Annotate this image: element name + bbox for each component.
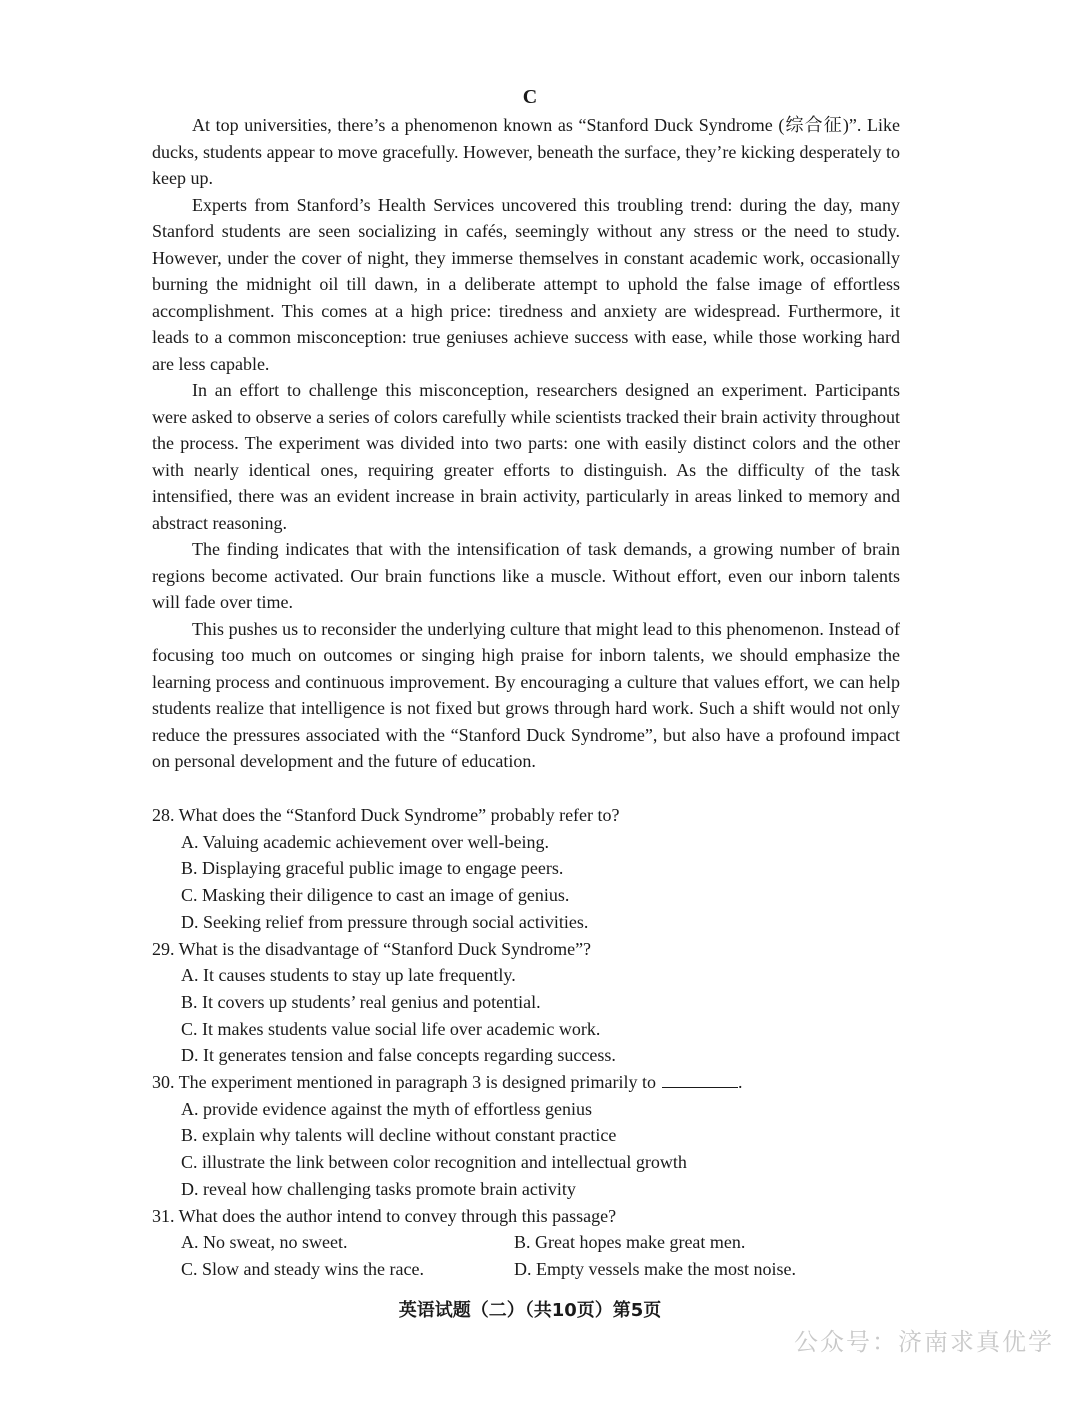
options-row-2 [181, 1256, 900, 1283]
option-d: D. It generates tension and false concepts regarding success. [181, 1045, 616, 1066]
option-a: A. It causes students to stay up late frequently. [181, 965, 516, 986]
option-d: D. reveal how challenging tasks promote brain activity [181, 1178, 576, 1199]
page-footer: 英语试题（二）（共10页）第5页 [398, 1300, 662, 1321]
options-row-1 [181, 1229, 900, 1256]
question-31 [152, 1203, 900, 1283]
question-list [152, 802, 900, 1283]
reading-passage [152, 112, 900, 775]
passage-paragraph-4: The finding indicates that with the intensification of task demands, a growing number of brain regions become activated. Our brain functions like a muscle. Without effort, even our inborn talents will fade over time. [152, 539, 900, 612]
watermark: 公众号：济南求真优学 [794, 1328, 1054, 1356]
passage-paragraph-5: This pushes us to reconsider the underlying culture that might lead to this phenomenon. Instead of focusing too much on outcomes or singing high praise for inborn talents, we should emphasize the learning process and continuous improvement. By encouraging a culture that values effort, we can help students realize that intelligence is not fixed but grows through hard work. Such a shift would not only reduce the pressures associated with the “Stanford Duck Syndrome”, but also have a profound impact on personal development and the future of education. [152, 618, 900, 771]
option-c: C. Slow and steady wins the race. [181, 1258, 424, 1279]
question-stem [152, 1069, 900, 1096]
question-30 [152, 1069, 900, 1203]
question-stem-text: 30. The experiment mentioned in paragraph 3 is designed primarily to [152, 1072, 657, 1093]
option-b: B. explain why talents will decline without constant practice [181, 1125, 617, 1146]
passage-paragraph-1: At top universities, there’s a phenomenon known as “Stanford Duck Syndrome (综合征)”. Like ducks, students appear to move gracefully. However, beneath the surface, they’re kicking desperately to keep up. [152, 115, 900, 188]
option-b: B. It covers up students’ real genius and potential. [181, 991, 541, 1012]
question-stem-end: . [738, 1072, 743, 1093]
question-29 [152, 936, 900, 1070]
option-c: C. illustrate the link between color recognition and intellectual growth [181, 1152, 687, 1173]
passage-paragraph-2: Experts from Stanford’s Health Services uncovered this troubling trend: during the day, many Stanford students are seen socializing in cafés, seemingly without any stress or the need to study. However, under the cover of night, they immerse themselves in constant academic work, occasionally burning the midnight oil till dawn, in a deliberate attempt to uphold the false image of effortless accomplishment. This comes at a high price: tiredness and anxiety are widespread. Furthermore, it leads to a common misconception: true geniuses achieve success with ease, while those working hard are less capable. [152, 194, 900, 374]
option-b: B. Displaying graceful public image to engage peers. [181, 858, 564, 879]
option-b: B. Great hopes make great men. [514, 1232, 746, 1253]
option-c: C. It makes students value social life over academic work. [181, 1018, 601, 1039]
option-d: D. Seeking relief from pressure through social activities. [181, 911, 589, 932]
section-letter: C [522, 86, 538, 108]
option-d: D. Empty vessels make the most noise. [514, 1258, 796, 1279]
question-28 [152, 802, 900, 936]
question-stem: 28. What does the “Stanford Duck Syndrome” probably refer to? [152, 805, 620, 825]
question-stem: 29. What is the disadvantage of “Stanford Duck Syndrome”? [152, 938, 592, 959]
option-a: A. No sweat, no sweet. [181, 1232, 348, 1253]
answer-blank [662, 1070, 738, 1088]
passage-paragraph-3: In an effort to challenge this misconception, researchers designed an experiment. Participants were asked to observe a series of colors carefully while scientists tracked their brain activity throughout the process. The experiment was divided into two parts: one with easily distinct colors and the other with nearly identical ones, requiring greater efforts to distinguish. As the difficulty of the task intensified, there was an evident increase in brain activity, particularly in areas linked to memory and abstract reasoning. [152, 380, 900, 533]
option-c: C. Masking their diligence to cast an image of genius. [181, 885, 570, 906]
option-a: A. Valuing academic achievement over well-being. [181, 831, 550, 852]
question-stem: 31. What does the author intend to convey through this passage? [152, 1205, 617, 1226]
option-a: A. provide evidence against the myth of effortless genius [181, 1098, 593, 1119]
